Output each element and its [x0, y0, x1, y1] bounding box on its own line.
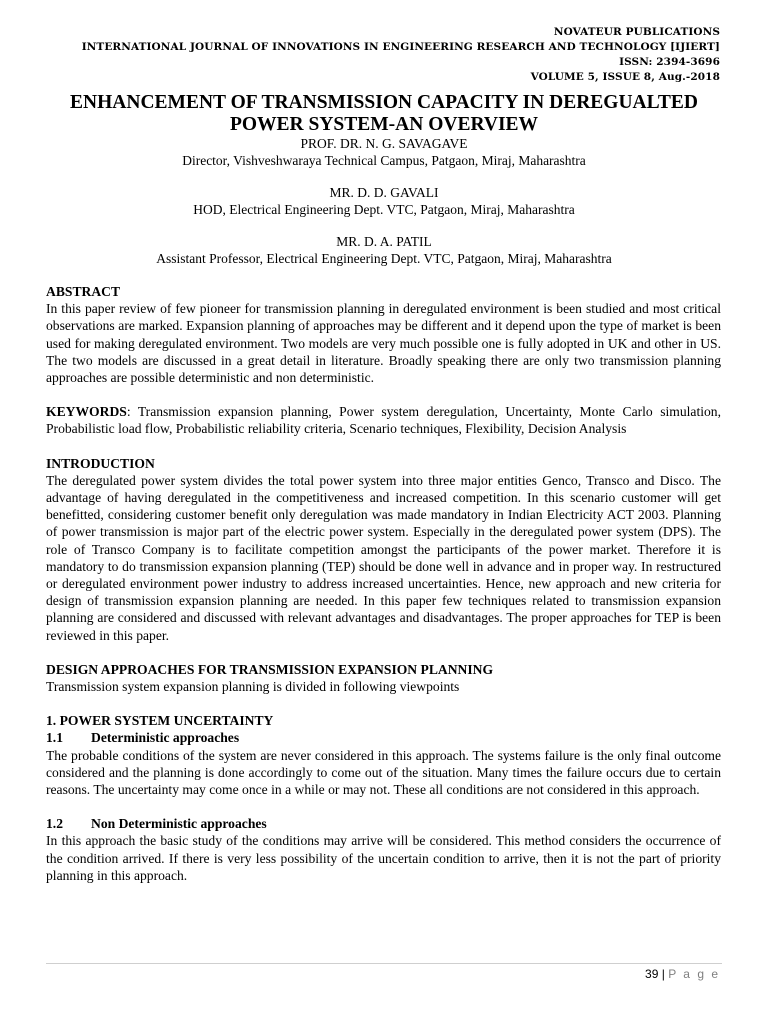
subsection-title: Non Deterministic approaches — [91, 816, 267, 832]
author-name: PROF. DR. N. G. SAVAGAVE — [300, 136, 468, 151]
page-footer — [645, 967, 720, 981]
title-line-1: ENHANCEMENT OF TRANSMISSION CAPACITY IN DEREGUALTED — [70, 92, 698, 113]
subsection-1-2-text: In this approach the basic study of the conditions may arrive will be considered. This method considers the occurrence of the condition arrived. If there is very less possibility of the uncertain condition to arrive, then it is not the part of priority planning in this approach. — [46, 833, 721, 883]
abstract-heading: ABSTRACT — [46, 284, 121, 299]
subsection-1-1-heading — [46, 729, 721, 746]
author-name: MR. D. D. GAVALI — [329, 185, 439, 200]
paper-body — [46, 283, 721, 884]
design-heading: DESIGN APPROACHES FOR TRANSMISSION EXPANSION PLANNING — [46, 661, 494, 677]
author-block — [40, 233, 728, 267]
abstract-text: In this paper review of few pioneer for transmission planning in deregulated environment is been studied and most critical observations are marked. Expansion planning of approaches may be different and it depend upon the type of market is been used for making deregulated environment. Two models are very much possible one is fully adopted in UK and other in US. The two models are discussed in a great detail in literature. Broadly speaking there are only two transmission planning approaches are possible deterministic and non deterministic. — [46, 301, 721, 386]
author-affiliation: Director, Vishveshwaraya Technical Campus, Patgaon, Miraj, Maharashtra — [182, 153, 586, 168]
subsection-1-1-text: The probable conditions of the system are never considered in this approach. The systems failure is the only final outcome considered and the planning is done accordingly to come out of the situation. Many times the failure occurs due to certain reasons. The uncertainty may come once in a while or may not. These all conditions are not considered in this approach. — [46, 747, 721, 798]
subsection-number: 1.1 — [46, 730, 63, 746]
title-line-2: POWER SYSTEM-AN OVERVIEW — [229, 114, 539, 135]
publisher-name: NOVATEUR PUBLICATIONS — [553, 26, 720, 38]
introduction-text: The deregulated power system divides the total power system into three major entities Genco, Transco and Disco. The advantage of having deregulated in the competitiveness and increased competition. In this scenario customer will get benefitted, considering customer benefit only deregulation was made mandatory in Indian Electricity ACT 2003. Planning of power transmission is major part of the electric power system. Especially in the deregulated power system (DPS). The role of Transco Company is to facilitate competition amongst the participants of the power market. Therefore it is mandatory to do transmission expansion planning (TEP) should be done well in advance and in proper way. In restructured or deregulated environment power industry to address increased uncertainties. Hence, new approach and new criteria for design of transmission expansion planning are needed. In this paper few techniques related to transmission expansion planning are considered and discussed with relevant advantages and disadvantages. The proper approaches for TEP is been reviewed in this paper. — [46, 472, 721, 643]
introduction-heading: INTRODUCTION — [46, 455, 155, 471]
author-affiliation: HOD, Electrical Engineering Dept. VTC, Patgaon, Miraj, Maharashtra — [193, 202, 575, 217]
author-block — [40, 184, 728, 218]
keywords-label: KEYWORDS — [46, 404, 127, 420]
author-block — [40, 135, 728, 169]
section1-heading: 1. POWER SYSTEM UNCERTAINTY — [46, 713, 274, 729]
keywords-text: : Transmission expansion planning, Power system deregulation, Uncertainty, Monte Carlo simulation, Probabilistic load flow, Probabilistic reliability criteria, Scenario techniques, Flexibility, Decision Analysis — [46, 404, 721, 437]
subsection-number: 1.2 — [46, 816, 63, 832]
author-list — [40, 135, 728, 282]
subsection-1-2-heading — [46, 815, 721, 832]
footer-separator: | — [661, 967, 665, 981]
author-affiliation: Assistant Professor, Electrical Engineering Dept. VTC, Patgaon, Miraj, Maharashtra — [156, 251, 612, 266]
page-word: P a g e — [668, 967, 720, 981]
journal-name: INTERNATIONAL JOURNAL OF INNOVATIONS IN ENGINEERING RESEARCH AND TECHNOLOGY [IJIERT] — [81, 41, 720, 53]
footer-divider — [46, 963, 722, 964]
page-number: 39 — [645, 967, 659, 981]
journal-header — [82, 25, 720, 85]
paper-title — [40, 92, 728, 136]
keywords-paragraph — [46, 403, 721, 437]
issn: ISSN: 2394-3696 — [619, 56, 720, 68]
design-text: Transmission system expansion planning is divided in following viewpoints — [46, 679, 460, 695]
volume-issue: VOLUME 5, ISSUE 8, Aug.-2018 — [530, 71, 720, 83]
author-name: MR. D. A. PATIL — [336, 234, 432, 249]
subsection-title: Deterministic approaches — [91, 730, 240, 746]
